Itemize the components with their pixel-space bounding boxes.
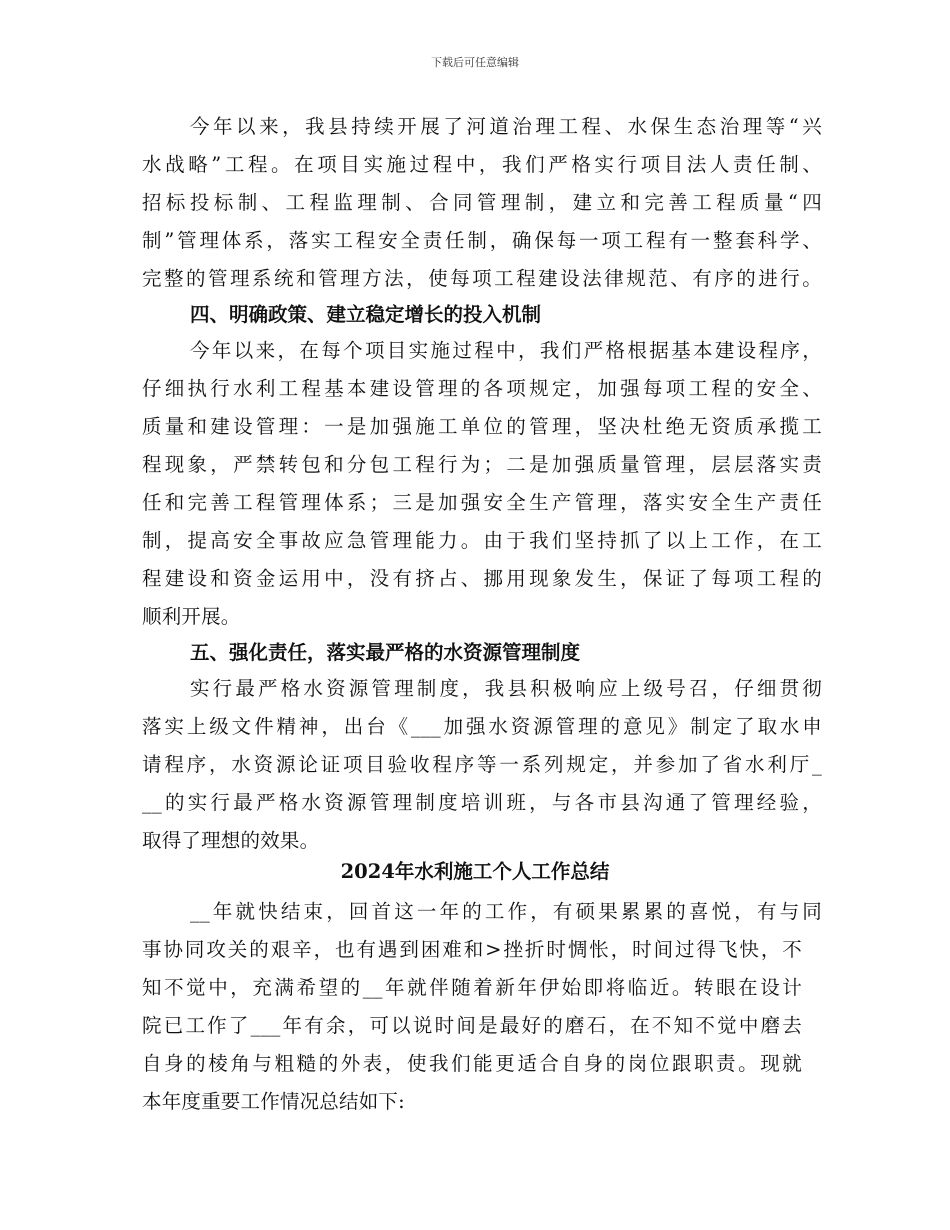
section-heading: 四、明确政策、建立稳定增长的投入机制 [190, 303, 542, 326]
section-heading: 五、强化责任，落实最严格的水资源管理制度 [190, 641, 581, 664]
paragraph-line: 取得了理想的效果。 [142, 829, 320, 852]
paragraph-line: 今年以来，在每个项目实施过程中，我们严格根据基本建设程序， [190, 339, 822, 362]
paragraph-line: 本年度重要工作情况总结如下: [142, 1090, 405, 1113]
paragraph-line: 招标投标制、工程监理制、合同管理制，建立和完善工程质量“四 [142, 191, 822, 214]
paragraph-line: 请程序，水资源论证项目验收程序等一系列规定，并参加了省水利厅_ [142, 753, 822, 776]
paragraph-line: 任和完善工程管理体系；三是加强安全生产管理，落实安全生产责任 [142, 491, 822, 514]
paragraph-line: 制”管理体系，落实工程安全责任制，确保每一项工程有一整套科学、 [142, 229, 822, 252]
paragraph-line: 今年以来，我县持续开展了河道治理工程、水保生态治理等“兴 [190, 115, 822, 138]
paragraph-line: 院已工作了___年有余，可以说时间是最好的磨石，在不知不觉中磨去 [142, 1014, 802, 1037]
document-title: 2024年水利施工个人工作总结 [340, 860, 610, 883]
paragraph-line: 程现象，严禁转包和分包工程行为；二是加强质量管理，层层落实责 [142, 453, 822, 476]
paragraph-line: 知不觉中，充满希望的__年就伴随着新年伊始即将临近。转眼在设计 [142, 976, 802, 999]
paragraph-line: 仔细执行水利工程基本建设管理的各项规定，加强每项工程的安全、 [142, 377, 822, 400]
paragraph-line: 程建设和资金运用中，没有挤占、挪用现象发生，保证了每项工程的 [142, 567, 822, 590]
paragraph-line: 顺利开展。 [142, 605, 241, 628]
paragraph-line: __的实行最严格水资源管理制度培训班，与各市县沟通了管理经验， [142, 791, 822, 814]
paragraph-line: 自身的棱角与粗糙的外表，使我们能更适合自身的岗位跟职责。现就 [142, 1052, 802, 1075]
paragraph-line: 落实上级文件精神，出台《___加强水资源管理的意见》制定了取水申 [142, 715, 822, 738]
paragraph-line: 水战略”工程。在项目实施过程中，我们严格实行项目法人责任制、 [142, 153, 822, 176]
page-header: 下载后可任意编辑 [431, 56, 519, 69]
paragraph-line: 完整的管理系统和管理方法，使每项工程建设法律规范、有序的进行。 [142, 267, 822, 290]
paragraph-line: 实行最严格水资源管理制度，我县积极响应上级号召，仔细贯彻 [190, 677, 822, 700]
paragraph-line: 事协同攻关的艰辛，也有遇到困难和>挫折时惆怅，时间过得飞快，不 [142, 938, 802, 961]
paragraph-line: 制，提高安全事故应急管理能力。由于我们坚持抓了以上工作，在工 [142, 529, 822, 552]
paragraph-line: 质量和建设管理：一是加强施工单位的管理，坚决杜绝无资质承揽工 [142, 415, 822, 438]
paragraph-line: __年就快结束，回首这一年的工作，有硕果累累的喜悦，有与同 [190, 900, 822, 923]
